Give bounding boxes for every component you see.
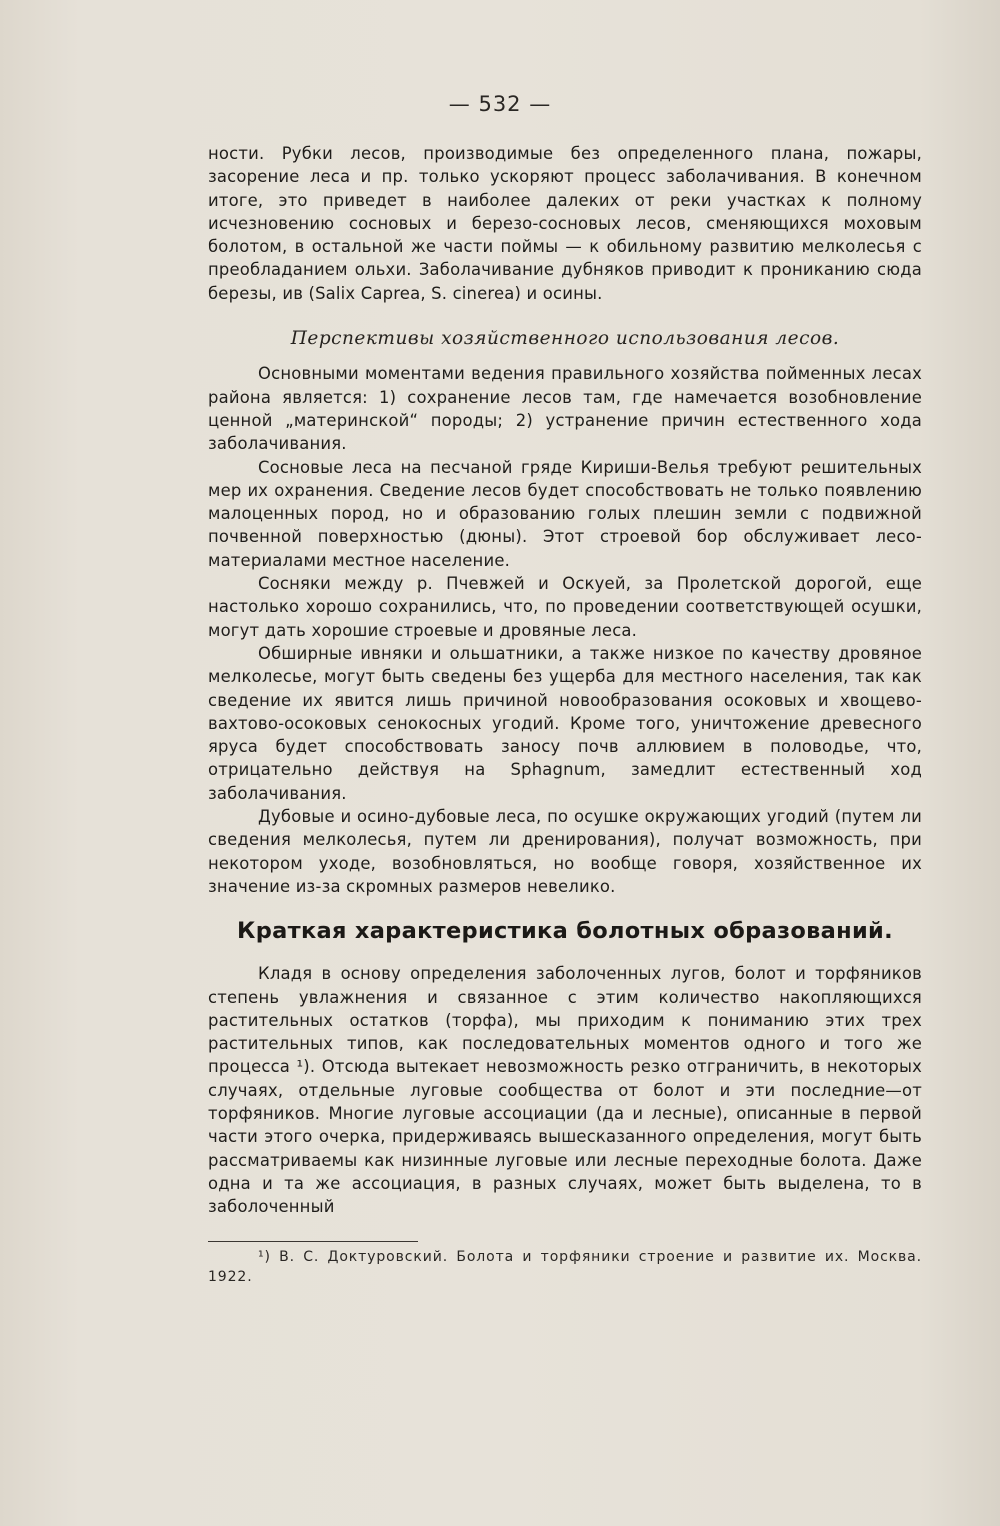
paragraph-4: Сосняки между р. Пчевжей и Оскуей, за Пролетской дорогой, еще настолько хорошо сохранились, что, по проведении соответствующей осушки, могут дать хорошие строевые и дровяные леса. [208, 574, 922, 640]
paragraph-3: Сосновые леса на песчаной гряде Кириши-Велья требуют решительных мер их охранения. Сведение лесов будет способствовать не только появлению малоценных пород, но и образованию голых плешин земли с подвижной почвенной поверхностью (дюны). Этот строевой бор обслуживает лесо-материалами местное население. [208, 457, 922, 570]
page-number: — 532 — [448, 92, 552, 116]
paragraph-2: Основными моментами ведения правильного хозяйства пойменных лесах района является: 1) сохранение лесов там, где намечается возобновление ценной „материнской“ породы; 2) устранение причин естественного хода заболачивания. [208, 364, 922, 454]
main-text [208, 142, 922, 1218]
paragraph-5: Обширные ивняки и ольшатники, а также низкое по качеству дровяное мелколесье, могут быть сведены без ущерба для местного населения, так как сведение их явится лишь причиной новообразования осоковых и хвощево-вахтово-осоковых сенокосных угодий. Кроме того, уничтожение древесного яруса будет способствовать заносу почв аллювием в половодье, что, отрицательно действуя на Sphagnum, замедлит естественный ход заболачивания. [208, 643, 922, 803]
paragraph-1: ности. Рубки лесов, производимые без определенного плана, пожары, засорение леса и пр. только ускоряют процесс заболачивания. В конечном итоге, это приведет в наиболее далеких от реки участках к полному исчезновению сосновых и березо-сосновых лесов, сменяющихся моховым болотом, в остальной же части поймы — к обильному развитию мелколесья с преобладанием ольхи. Заболачивание дубняков приводит к прониканию сюда березы, ив (Salix Caprea, S. cinerea) и осины. [208, 144, 922, 303]
paragraph-6: Дубовые и осино-дубовые леса, по осушке окружающих угодий (путем ли сведения мелколесья, путем ли дренирования), получат возможность, при некотором уходе, возобновляться, но вообще говоря, хозяйственное их значение из-за скромных размеров невелико. [208, 807, 922, 896]
paragraph-7: Кладя в основу определения заболоченных лугов, болот и торфяников степень увлажнения и связанное с этим количество накопляющихся растительных остатков (торфа), мы приходим к пониманию этих трех растительных типов, как последовательных моментов одного и того же процесса ¹). Отсюда вытекает невозможность резко отграничить, в некоторых случаях, отдельные луговые сообщества от болот и эти последние—от торфяников. Многие луговые ассоциации (да и лесные), описанные в первой части этого очерка, придерживаясь вышесказанного определения, могут быть рассматриваемы как низинные луговые или лесные переходные болота. Даже одна и та же ассоциация, в разных случаях, может быть выделена, то в заболоченный [208, 964, 922, 1217]
subheading: Перспективы хозяйственного использования лесов. [290, 328, 840, 350]
footnote: ¹) В. С. Доктуровский. Болота и торфяники строение и развитие их. Москва. 1922. [208, 1249, 922, 1285]
section-heading: Краткая характеристика болотных образований. [237, 918, 893, 945]
footnote-divider [208, 1241, 418, 1242]
